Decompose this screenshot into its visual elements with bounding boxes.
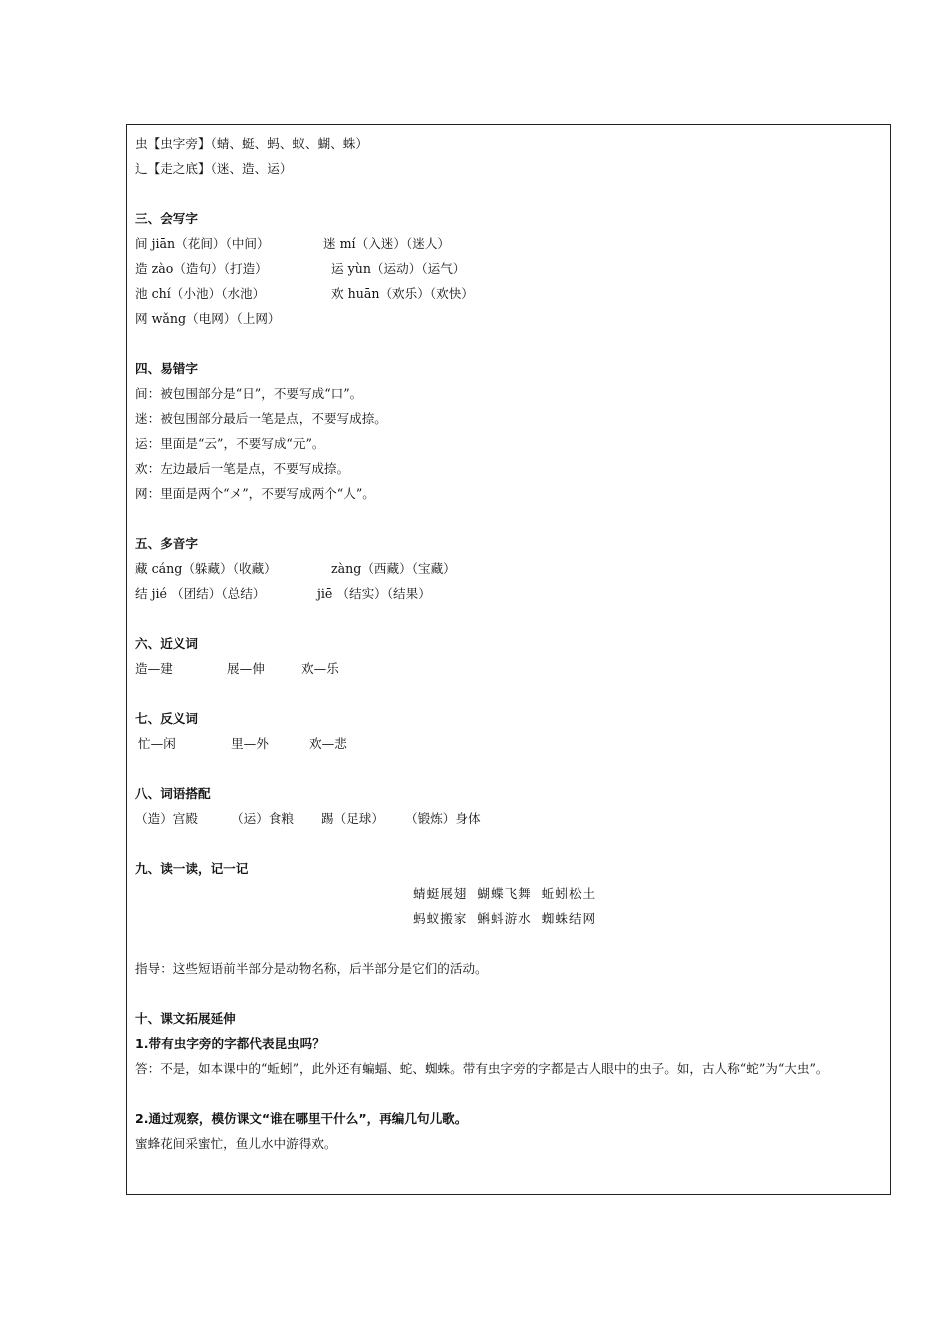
question-2: 2.通过观察，模仿课文“谁在哪里干什么”，再编几句儿歌。 <box>135 1111 468 1126</box>
section-4-title: 四、易错字 <box>135 361 198 376</box>
section-9-phrases-2: 蚂蚁搬家 蝌蚪游水 蜘蛛结网 <box>413 911 597 926</box>
radical-zou: 辶【走之底】（迷、造、运） <box>135 161 293 176</box>
section-7-title: 七、反义词 <box>135 711 198 726</box>
section-8-items: （造）宫殿 （运）食粮 踢（足球） （锻炼）身体 <box>135 811 481 826</box>
section-7-items: 忙—闲 里—外 欢—悲 <box>138 736 347 751</box>
radical-chong: 虫【虫字旁】（蜻、蜓、蚂、蚁、蝴、蛛） <box>135 136 368 151</box>
section-3-title: 三、会写字 <box>135 211 198 226</box>
section-6-items: 造—建 展—伸 欢—乐 <box>135 661 339 676</box>
question-1: 1.带有虫字旁的字都代表昆虫吗？ <box>135 1036 325 1051</box>
section-5-row: 藏 cáng（躲藏）（收藏） zàng（西藏）（宝藏） <box>135 561 456 576</box>
answer-1: 答：不是，如本课中的“蚯蚓”，此外还有蝙蝠、蛇、蜘蛛。带有虫字旁的字都是古人眼中的虫子。如，古人称“蛇”为“大虫”。 <box>135 1061 829 1076</box>
section-4-line: 间：被包围部分是“日”，不要写成“口”。 <box>135 386 363 401</box>
section-3-row: 间 jiān（花间）（中间） 迷 mí（入迷）（迷人） <box>135 236 451 251</box>
section-10-title: 十、课文拓展延伸 <box>135 1011 236 1026</box>
section-5-title: 五、多音字 <box>135 536 198 551</box>
section-4-line: 网：里面是两个“メ”，不要写成两个“人”。 <box>135 486 375 501</box>
section-3-row: 网 wǎng（电网）（上网） <box>135 311 281 326</box>
section-6-title: 六、近义词 <box>135 636 198 651</box>
section-8-title: 八、词语搭配 <box>135 786 211 801</box>
section-9-phrases-1: 蜻蜓展翅 蝴蝶飞舞 蚯蚓松土 <box>413 886 597 901</box>
answer-2: 蜜蜂花间采蜜忙，鱼儿水中游得欢。 <box>135 1136 337 1151</box>
document-body <box>135 131 880 1156</box>
section-4-line: 运：里面是“云”，不要写成“元”。 <box>135 436 325 451</box>
section-5-row: 结 jié （团结）（总结） jiē （结实）（结果） <box>135 586 431 601</box>
content-frame <box>126 124 891 1195</box>
section-4-line: 迷：被包围部分最后一笔是点，不要写成捺。 <box>135 411 387 426</box>
section-4-line: 欢：左边最后一笔是点，不要写成捺。 <box>135 461 350 476</box>
section-9-guide: 指导：这些短语前半部分是动物名称，后半部分是它们的活动。 <box>135 961 488 976</box>
section-3-row: 池 chí（小池）（水池） 欢 huān（欢乐）（欢快） <box>135 286 474 301</box>
section-9-title: 九、读一读，记一记 <box>135 861 249 876</box>
section-3-row: 造 zào（造句）（打造） 运 yùn（运动）（运气） <box>135 261 466 276</box>
